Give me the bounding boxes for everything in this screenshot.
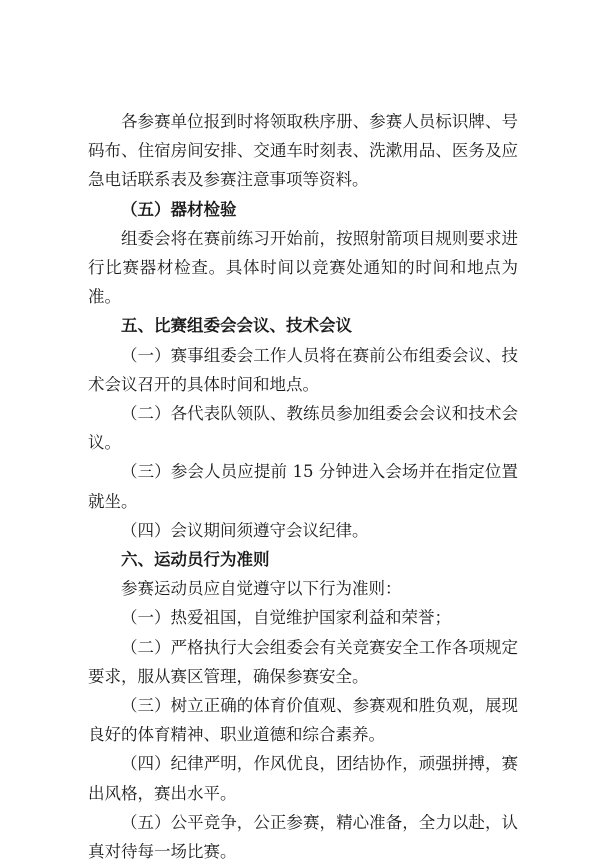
paragraph-conduct-intro: 参赛运动员应自觉遵守以下行为准则： xyxy=(121,579,402,599)
heading-athlete-conduct: 六、运动员行为准则 xyxy=(121,550,270,570)
paragraph-conduct-5: （五）公平竞争，公正参赛，精心准备，全力以赴，认真对待每一场比赛。 xyxy=(88,812,518,862)
paragraph-conduct-4: （四）纪律严明，作风优良，团结协作，顽强拼搏，赛出风格，赛出水平。 xyxy=(88,754,518,803)
paragraph-meeting-4: （四）会议期间须遵守会议纪律。 xyxy=(121,520,369,540)
paragraph-equipment-inspection: 组委会将在赛前练习开始前，按照射箭项目规则要求进行比赛器材检查。具体时间以竞赛处通知的时间和地点为准。 xyxy=(88,228,518,307)
heading-meetings: 五、比赛组委会会议、技术会议 xyxy=(121,316,352,336)
paragraph-meeting-3: （三）参会人员应提前 15 分钟进入会场并在指定位置就坐。 xyxy=(88,462,518,511)
paragraph-conduct-3: （三）树立正确的体育价值观、参赛观和胜负观，展现良好的体育精神、职业道德和综合素养。 xyxy=(88,696,518,745)
document-body xyxy=(88,107,518,866)
paragraph-meeting-2: （二）各代表队领队、教练员参加组委会会议和技术会议。 xyxy=(88,404,518,453)
heading-equipment-inspection: （五）器材检验 xyxy=(121,199,237,219)
paragraph-registration-materials: 各参赛单位报到时将领取秩序册、参赛人员标识牌、号码布、住宿房间安排、交通车时刻表、洗漱用品、医务及应急电话联系表及参赛注意事项等资料。 xyxy=(88,112,518,190)
paragraph-conduct-2: （二）严格执行大会组委会有关竞赛安全工作各项规定要求，服从赛区管理，确保参赛安全。 xyxy=(88,637,518,686)
paragraph-meeting-1: （一）赛事组委会工作人员将在赛前公布组委会议、技术会议召开的具体时间和地点。 xyxy=(88,345,518,394)
paragraph-conduct-1: （一）热爱祖国，自觉维护国家利益和荣誉； xyxy=(121,608,451,628)
